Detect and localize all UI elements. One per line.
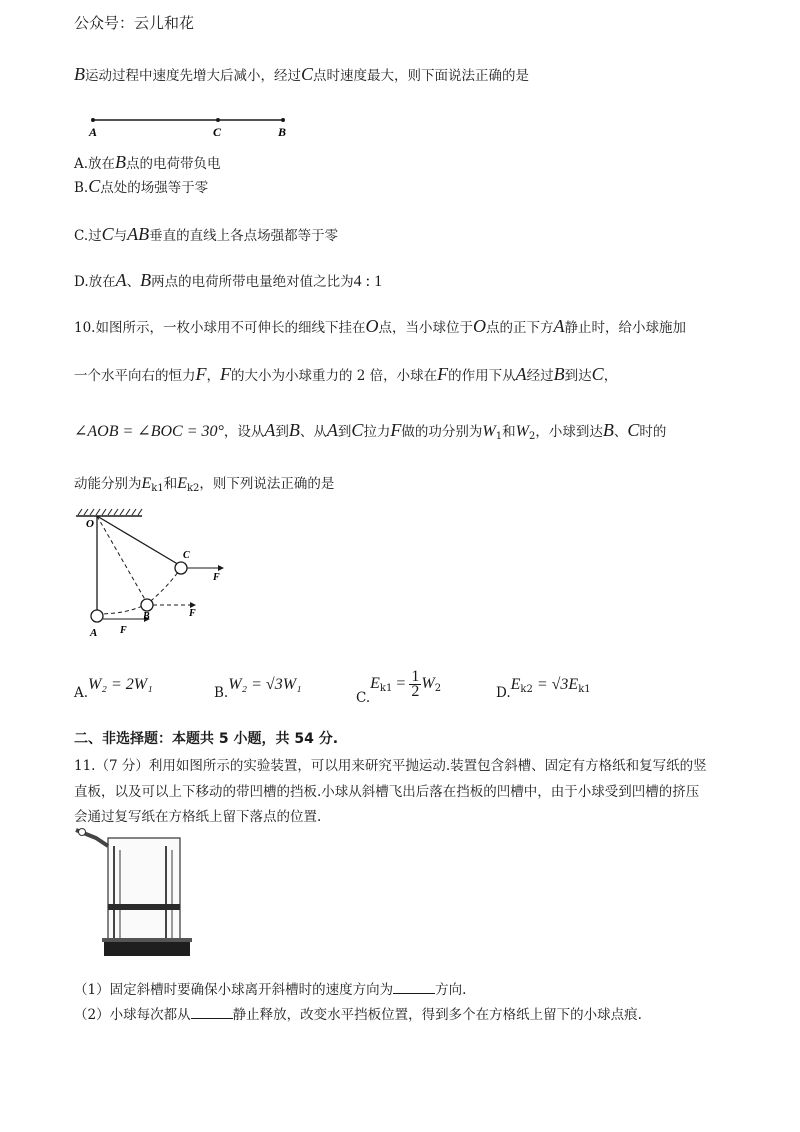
fraction-numerator: 1 [411, 668, 420, 685]
label-a: A [90, 627, 98, 639]
q10-text: 、 [613, 424, 628, 440]
option-expr: W₂ = √3W₁ [228, 676, 302, 693]
q9-intro [74, 64, 529, 85]
q10-option-b [214, 676, 302, 701]
q9-opt-c-text: 与 [113, 228, 128, 244]
q10-var: E [177, 475, 187, 492]
q10-text: 和 [163, 476, 178, 492]
q10-text: 到达 [564, 368, 592, 384]
q10-var: W [515, 423, 529, 440]
option-expr: E [370, 675, 380, 692]
q10-var: F [437, 364, 449, 384]
q10-var: B [602, 420, 614, 440]
q9-var: B [74, 64, 85, 84]
q10-text: ，小球到达 [535, 424, 603, 440]
q10-text: 时的 [639, 424, 667, 440]
q10-line-1 [74, 316, 686, 337]
label-b: B [143, 611, 150, 622]
q9-option-c [74, 224, 338, 245]
q10-text: 静止时，给小球施加 [564, 320, 686, 336]
q10-option-d [496, 676, 591, 701]
q9-opt-a-text: A.放在 [74, 156, 116, 172]
q10-text: 10.如图所示，一枚小球用不可伸长的细线下挂在 [74, 320, 366, 336]
q9-var: AB [127, 224, 150, 244]
q10-var: A [553, 316, 565, 336]
q10-var: F [220, 364, 231, 384]
label-f-b: F [189, 608, 196, 619]
q10-text: 点的正下方 [485, 320, 554, 336]
q9-intro-b: 点时速度最大，则下面说法正确的是 [313, 68, 530, 84]
q10-var: F [390, 420, 402, 440]
option-label: B. [214, 685, 229, 701]
q10-var: A [264, 420, 276, 440]
q11-sub-2-text: 静止释放，改变水平挡板位置，得到多个在方格纸上留下的小球点痕. [232, 1007, 642, 1023]
option-expr: W [421, 675, 435, 692]
label-f-c: F [213, 572, 220, 583]
q11-line-3: 会通过复写纸在方格纸上留下落点的位置. [74, 809, 322, 825]
q10-var: F [195, 364, 207, 384]
q10-option-a [74, 676, 153, 701]
q10-var: E [141, 475, 152, 492]
option-expr: W₂ = 2W₁ [88, 676, 153, 693]
q10-text: ，则下列说法正确的是 [199, 476, 335, 492]
q10-text: 拉力 [363, 424, 391, 440]
q9-option-b [74, 176, 208, 197]
q9-opt-b-text: B. [74, 180, 89, 196]
q10-text: 做的功分别为 [401, 424, 483, 440]
q10-text: 的作用下从 [448, 368, 516, 384]
q11-sub-1 [74, 978, 466, 998]
q10-angle: ∠AOB = ∠BOC = 30° [74, 423, 224, 440]
q10-var: C [627, 420, 640, 440]
q10-text: 经过 [526, 368, 554, 384]
q9-opt-d-text: 两点的电荷所带电量绝对值之比为 [151, 274, 354, 290]
section-2-title: 二、非选择题：本题共 5 小题，共 54 分. [74, 731, 339, 747]
q9-opt-d-text: D.放在 [74, 274, 116, 290]
q10-text: 一个水平向右的恒力 [74, 368, 196, 384]
point-a-label: A [89, 125, 98, 139]
q10-option-c [356, 668, 442, 706]
pendulum-diagram [72, 506, 232, 642]
q10-line-4 [74, 472, 334, 494]
q9-ratio: 4 : 1 [353, 273, 383, 290]
q10-var: B [553, 364, 565, 384]
q11-sub-2 [74, 1003, 642, 1023]
q9-var: B [115, 152, 127, 172]
q10-var: B [288, 420, 300, 440]
q10-text: 和 [502, 424, 516, 440]
fraction [409, 670, 421, 699]
option-sub: k1 [578, 684, 591, 695]
q10-var: A [515, 364, 527, 384]
q9-opt-c-text: 垂直的直线上各点场强都等于零 [149, 228, 339, 244]
q9-var: C [88, 176, 101, 196]
fraction-denominator: 2 [411, 683, 420, 700]
apparatus-illustration [74, 824, 198, 960]
q10-line-3 [74, 420, 666, 442]
q10-sub: 1 [495, 431, 503, 442]
q10-var: A [326, 420, 338, 440]
q9-var: B [140, 270, 152, 290]
q10-text: ， [603, 368, 618, 384]
q9-var: C [101, 224, 114, 244]
option-sub: 2 [434, 683, 442, 694]
page-header: 公众号：云儿和花 [74, 14, 195, 32]
option-sub: k2 [520, 684, 533, 695]
q10-text: 、从 [299, 424, 327, 440]
q10-var: C [591, 364, 604, 384]
q9-line-diagram [84, 108, 304, 144]
option-sub: k1 [379, 683, 393, 694]
q9-intro-a: 运动过程中速度先增大后减小，经过 [85, 68, 301, 84]
q10-line-2 [74, 364, 617, 385]
q11-sub-1-text: 方向. [435, 982, 467, 998]
q11-line-2: 直板，以及可以上下移动的带凹槽的挡板.小球从斜槽飞出后落在挡板的凹槽中，由于小球受到凹槽的挤压 [74, 784, 700, 800]
q9-var: A [115, 270, 127, 290]
q10-text: ， [206, 368, 220, 384]
label-o: O [86, 518, 94, 530]
option-expr: = √3E [532, 676, 579, 693]
q9-opt-b-text: 点处的场强等于零 [100, 180, 209, 196]
q10-text: 动能分别为 [74, 476, 142, 492]
q9-var: C [301, 64, 314, 84]
q11-sub-2-text: （2）小球每次都从 [74, 1007, 191, 1023]
option-expr: E [510, 676, 521, 693]
q11-sub-1-text: （1）固定斜槽时要确保小球离开斜槽时的速度方向为 [74, 982, 394, 998]
q10-sub: k2 [186, 483, 200, 494]
option-label: A. [74, 685, 89, 701]
option-eq: = [392, 675, 410, 692]
q10-text: 的大小为小球重力的 2 倍，小球在 [231, 368, 438, 384]
q10-text: 到 [275, 424, 289, 440]
label-c: C [183, 550, 190, 561]
q9-opt-a-text: 点的电荷带负电 [126, 156, 221, 172]
q10-var: C [351, 420, 364, 440]
option-label: D. [496, 685, 511, 701]
q10-sub: k1 [151, 483, 164, 494]
q10-text: 到 [337, 424, 352, 440]
point-c-label: C [213, 125, 222, 139]
answer-blank-1[interactable] [393, 982, 435, 994]
q10-text: ，设从 [223, 424, 265, 440]
q9-option-d [74, 270, 382, 291]
option-label: C. [356, 690, 371, 706]
q10-var: O [365, 316, 379, 336]
q9-opt-c-text: C.过 [74, 228, 102, 244]
q10-sub: 2 [528, 431, 536, 442]
q10-text: 点，当小球位于 [378, 320, 473, 336]
q10-var: O [472, 316, 486, 336]
q10-var: W [482, 423, 496, 440]
label-f-a: F [120, 625, 127, 636]
q11-line-1: 11.（7 分）利用如图所示的实验装置，可以用来研究平抛运动.装置包含斜槽、固定有方格纸和复写纸的竖 [74, 758, 707, 774]
q9-opt-d-text: 、 [126, 274, 141, 290]
q9-option-a [74, 152, 221, 173]
point-b-label: B [278, 125, 287, 139]
answer-blank-2[interactable] [191, 1007, 233, 1019]
